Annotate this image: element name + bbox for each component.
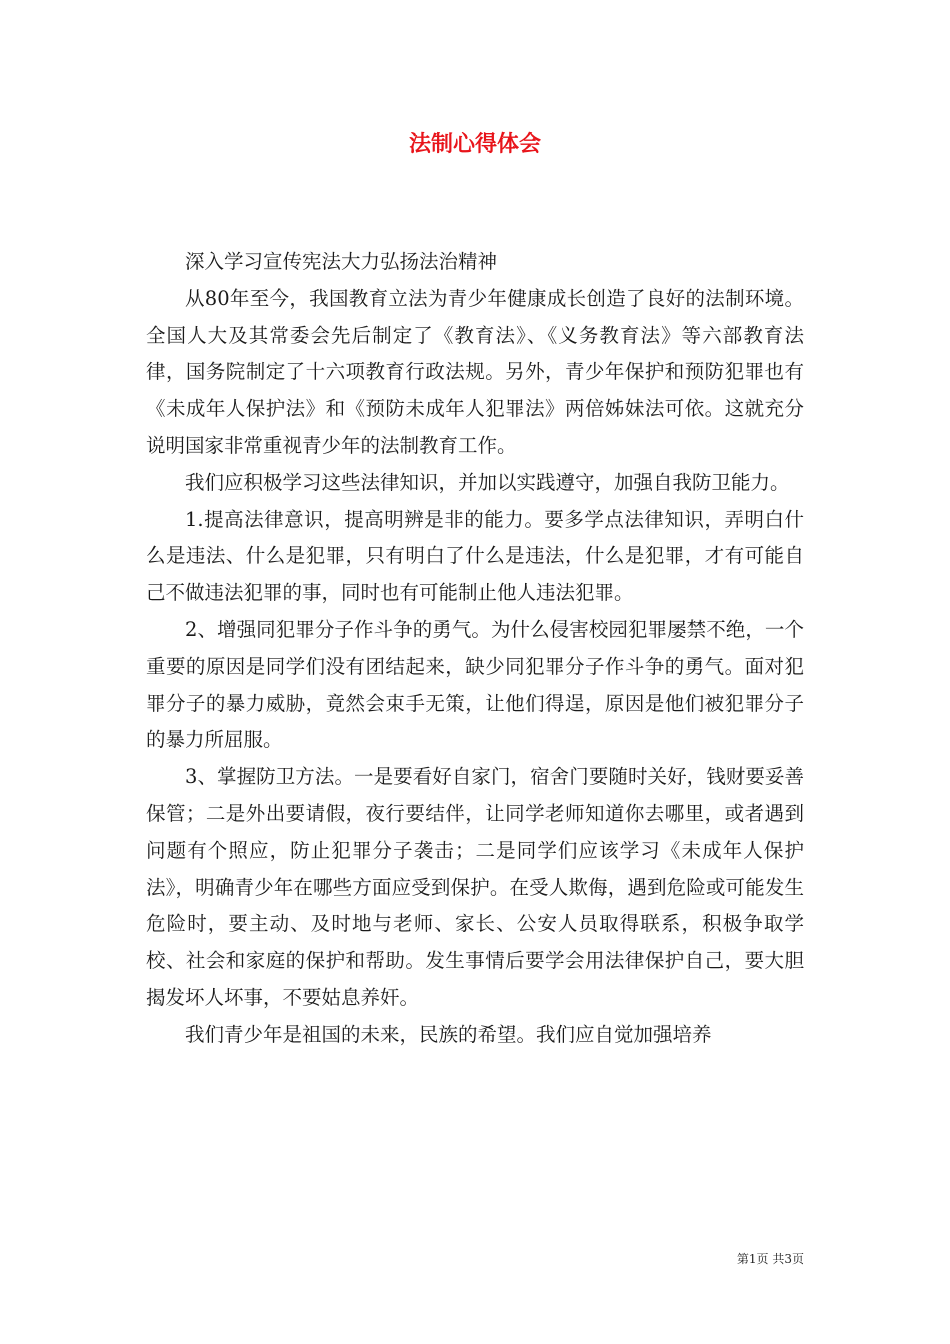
paragraph: 2、增强同犯罪分子作斗争的勇气。为什么侵害校园犯罪屡禁不绝，一个重要的原因是同学们没有团结起来，缺少同犯罪分子作斗争的勇气。面对犯罪分子的暴力威胁，竟然会束手无策，让他们得逞，原因是他们被犯罪分子的暴力所屈服。 [146, 617, 804, 752]
paragraph: 我们应积极学习这些法律知识，并加以实践遵守，加强自我防卫能力。 [185, 470, 790, 494]
paragraph: 从80年至今，我国教育立法为青少年健康成长创造了良好的法制环境。全国人大及其常委会先后制定了《教育法》、《义务教育法》等六部教育法律，国务院制定了十六项教育行政法规。另外，青少年保护和预防犯罪也有《未成年人保护法》和《预防未成年人犯罪法》两倍姊妹法可依。这就充分说明国家非常重视青少年的法制教育工作。 [146, 286, 804, 457]
page-number: 第1页 共3页 [736, 1252, 804, 1266]
document-body [146, 244, 804, 1054]
paragraph: 3、掌握防卫方法。一是要看好自家门，宿舍门要随时关好，钱财要妥善保管；二是外出要请假，夜行要结伴，让同学老师知道你去哪里，或者遇到问题有个照应，防止犯罪分子袭击；二是同学们应该学习《未成年人保护法》，明确青少年在哪些方面应受到保护。在受人欺侮，遇到危险或可能发生危险时，要主动、及时地与老师、家长、公安人员取得联系，积极争取学校、社会和家庭的保护和帮助。发生事情后要学会用法律保护自己，要大胆揭发坏人坏事，不要姑息养奸。 [146, 765, 804, 1009]
document-title: 法制心得体会 [408, 132, 541, 157]
paragraph: 1.提高法律意识，提高明辨是非的能力。要多学点法律知识，弄明白什么是违法、什么是犯罪，只有明白了什么是违法，什么是犯罪，才有可能自己不做违法犯罪的事，同时也有可能制止他人违法犯罪。 [146, 507, 804, 605]
paragraph: 我们青少年是祖国的未来，民族的希望。我们应自觉加强培养 [185, 1022, 712, 1046]
paragraph-subtitle: 深入学习宣传宪法大力弘扬法治精神 [185, 250, 498, 273]
